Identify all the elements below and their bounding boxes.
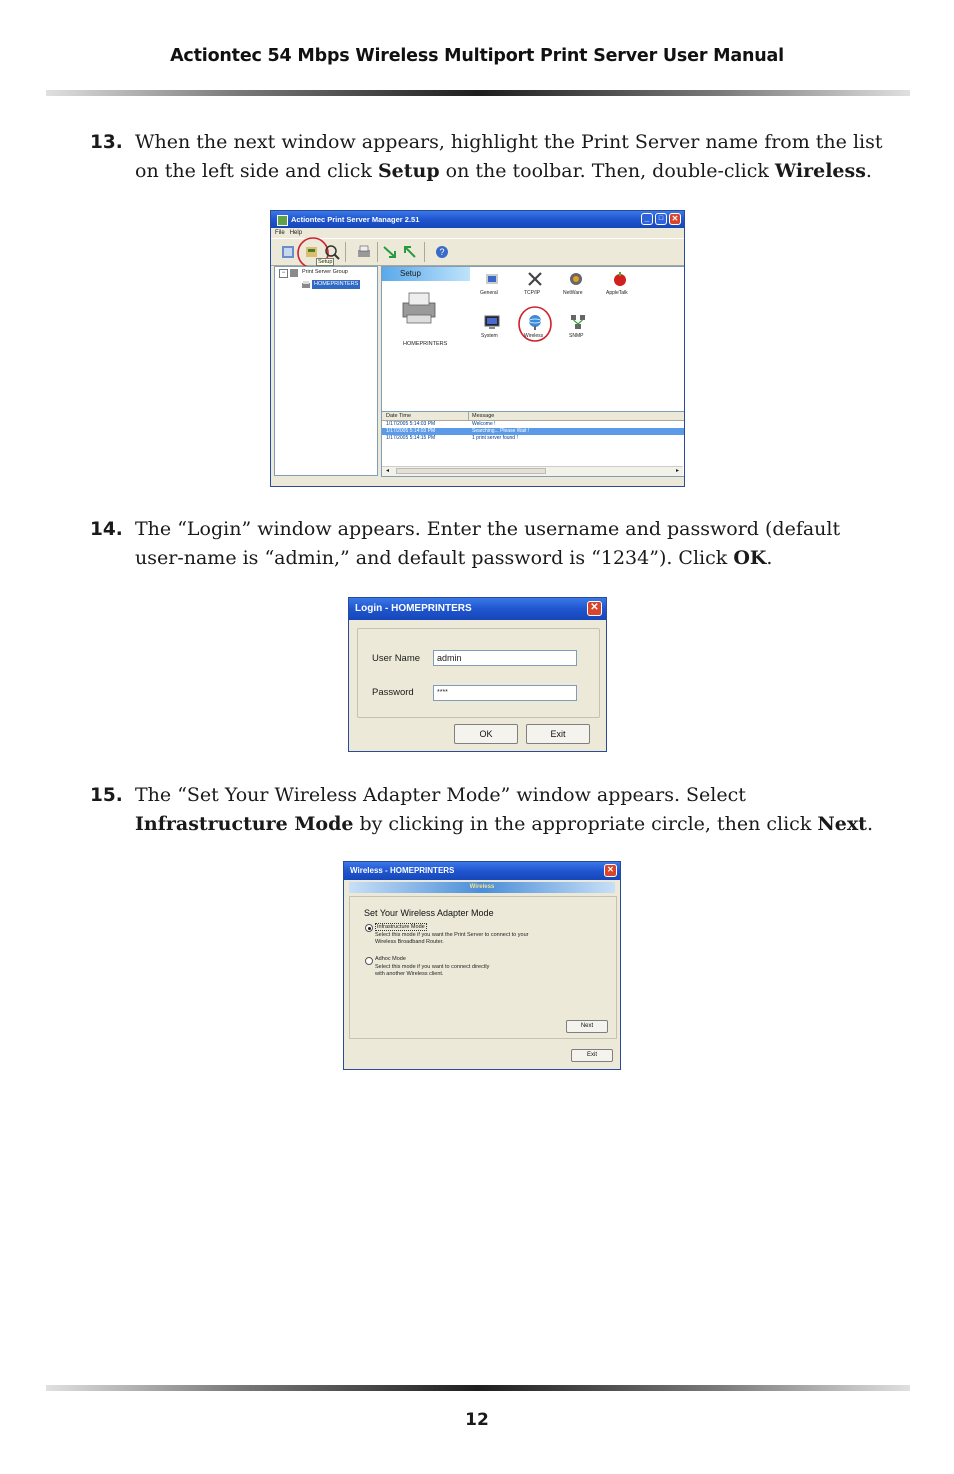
header-divider — [46, 90, 910, 96]
icon-label-netware: NetWare — [563, 290, 583, 296]
icon-label-appletalk[interactable]: AppleTalk — [606, 290, 628, 296]
step-text: The “Login” window appears. Enter the username and password (default user-name is “admin,” and default password is “1234”). Click OK. — [135, 518, 841, 569]
collapse-icon[interactable]: − — [279, 269, 288, 278]
netware-icon[interactable] — [567, 270, 585, 288]
minimize-icon[interactable]: _ — [641, 213, 653, 225]
tree-item-homeprinters[interactable]: HOMEPRINTERS — [314, 281, 359, 287]
icon-label-system: System — [481, 333, 498, 339]
window-titlebar — [271, 211, 684, 228]
adhoc-desc-2: with another Wireless client. — [375, 971, 444, 977]
step-number: 15. — [90, 785, 123, 806]
mode-heading: Set Your Wireless Adapter Mode — [364, 908, 494, 918]
menu-file[interactable]: File — [275, 230, 285, 236]
wireless-banner: Wireless — [349, 882, 615, 893]
log-row[interactable]: 1/17/2005 5:14:03 PM Welcome ! — [386, 421, 496, 427]
horizontal-scrollbar[interactable] — [382, 466, 683, 476]
device-label: HOMEPRINTERS — [403, 341, 448, 347]
appletalk-icon[interactable] — [611, 270, 629, 288]
mode-groupbox — [349, 896, 617, 1039]
step-13 — [90, 128, 890, 186]
group-icon — [289, 268, 299, 278]
icon-label-tcpip: TCP/IP — [524, 290, 541, 296]
infrastructure-desc-1: Select this mode if you want the Print Server to connect to your — [375, 932, 529, 938]
infrastructure-mode-label[interactable]: Infrastructure Mode — [377, 924, 425, 930]
log-list — [381, 411, 685, 477]
arrow-in-icon[interactable] — [381, 243, 399, 261]
infrastructure-desc-2: Wireless Broadband Router. — [375, 939, 444, 945]
step-14 — [90, 515, 890, 573]
printer-device-icon — [399, 289, 439, 327]
window-titlebar — [344, 862, 620, 880]
exit-button[interactable]: Exit — [571, 1049, 613, 1062]
step-number: 13. — [90, 132, 123, 153]
help-icon[interactable] — [433, 243, 451, 261]
tree-view — [274, 266, 378, 476]
adhoc-mode-label[interactable]: Adhoc Mode — [375, 956, 406, 962]
log-row[interactable]: 1/17/2005 5:14:15 PM 1 print server found ! — [386, 435, 518, 441]
password-input[interactable]: **** — [433, 685, 577, 701]
general-icon[interactable] — [483, 270, 501, 288]
app-icon — [277, 215, 288, 226]
maximize-icon[interactable]: □ — [655, 213, 667, 225]
icon-label-snmp: SNMP — [569, 333, 584, 339]
window-titlebar — [349, 598, 606, 620]
svg-text:?: ? — [439, 247, 445, 257]
adhoc-desc-1: Select this mode if you want to connect directly — [375, 964, 490, 970]
printer-test-icon[interactable] — [355, 243, 373, 261]
window-title: Login - HOMEPRINTERS — [355, 603, 472, 614]
username-label: User Name — [372, 653, 421, 664]
tcpip-icon[interactable] — [526, 270, 544, 288]
close-icon[interactable]: ✕ — [587, 601, 602, 616]
document-header-title: Actiontec 54 Mbps Wireless Multiport Print Server User Manual — [170, 46, 784, 66]
wireless-window — [343, 861, 621, 1070]
step-number: 14. — [90, 519, 123, 540]
adhoc-radio[interactable] — [365, 957, 373, 965]
log-header — [382, 412, 685, 421]
username-input[interactable]: admin — [433, 650, 577, 666]
window-title: Wireless - HOMEPRINTERS — [350, 866, 455, 875]
window-title: Actiontec Print Server Manager 2.51 — [291, 215, 420, 224]
arrow-out-icon[interactable] — [401, 243, 419, 261]
next-button[interactable]: Next — [566, 1020, 608, 1033]
scroll-left-icon[interactable]: ◂ — [386, 468, 390, 474]
magnifier-icon[interactable] — [323, 243, 341, 261]
system-icon[interactable] — [483, 313, 501, 331]
setup-panel — [381, 266, 685, 413]
menu-bar — [271, 228, 684, 238]
toolbar — [271, 238, 684, 266]
refresh-icon[interactable] — [279, 243, 297, 261]
menu-help[interactable]: Help — [289, 230, 303, 236]
setup-tooltip: Setup — [318, 259, 333, 265]
login-window — [348, 597, 607, 752]
password-label: Password — [372, 687, 414, 698]
infrastructure-radio[interactable] — [365, 924, 373, 932]
page-number: 12 — [465, 1410, 489, 1430]
print-server-manager-window — [270, 210, 685, 487]
log-row-selected[interactable]: 1/17/2005 5:14:03 PM Searching... Please Wait ! — [382, 428, 685, 435]
footer-divider — [46, 1385, 910, 1391]
column-message[interactable]: Message — [472, 413, 495, 419]
snmp-icon[interactable] — [569, 313, 587, 331]
step-text: The “Set Your Wireless Adapter Mode” window appears. Select Infrastructure Mode by clicking in the appropriate circle, then click Next. — [135, 784, 873, 835]
printer-icon — [301, 280, 311, 290]
column-date-time[interactable]: Date Time — [386, 413, 412, 419]
login-groupbox — [357, 628, 600, 718]
icon-label-wireless: Wireless — [524, 333, 544, 339]
exit-button[interactable]: Exit — [526, 724, 590, 744]
ok-button[interactable]: OK — [454, 724, 518, 744]
scroll-right-icon[interactable]: ▸ — [675, 468, 679, 474]
icon-label-general: General — [480, 290, 498, 296]
scroll-thumb[interactable] — [396, 468, 546, 474]
tree-root[interactable]: Print Server Group — [302, 269, 348, 275]
close-icon[interactable]: ✕ — [669, 213, 681, 225]
close-icon[interactable]: ✕ — [604, 864, 617, 877]
step-text: When the next window appears, highlight the Print Server name from the list on the left side and click Setup on the toolbar. Then, double-click Wireless. — [135, 131, 883, 182]
step-15 — [90, 781, 890, 839]
panel-header: Setup — [382, 267, 470, 281]
